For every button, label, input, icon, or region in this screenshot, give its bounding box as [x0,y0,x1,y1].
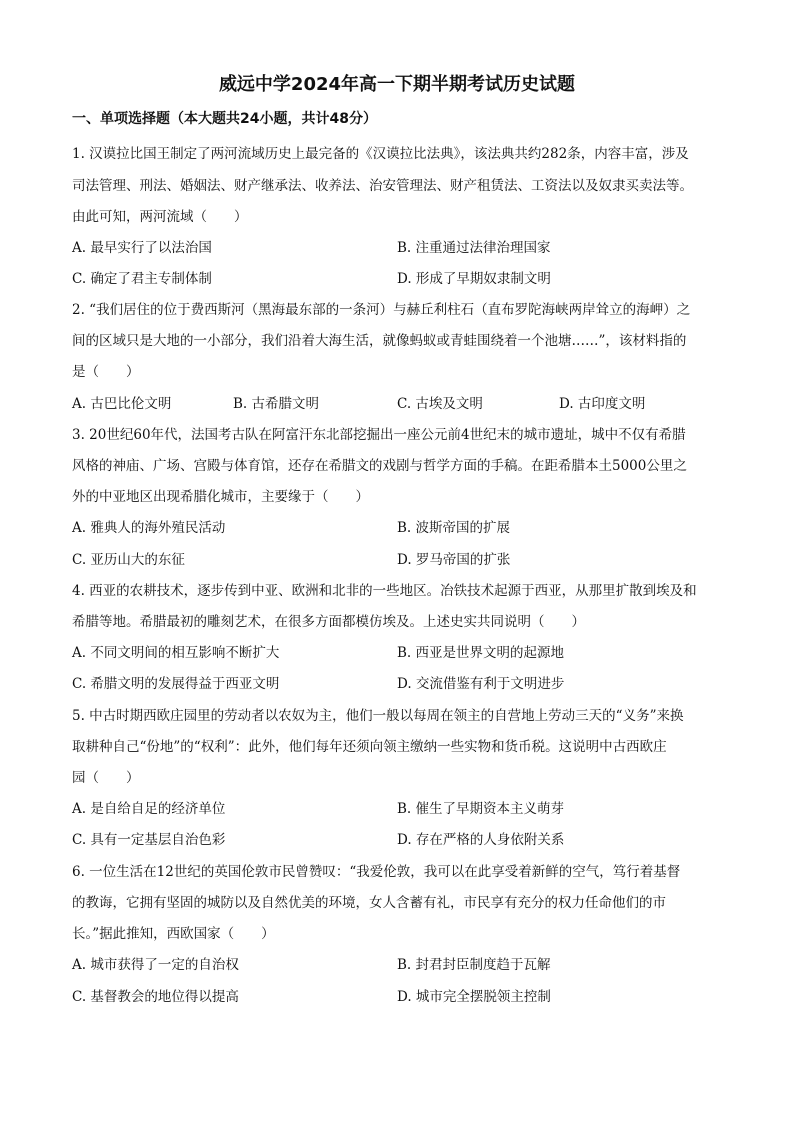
question-3-line-3: 外的中亚地区出现希腊化城市，主要缘于（ ） [72,489,369,505]
question-2-line-3: 是（ ） [72,364,140,380]
question-6-line-1: 6. 一位生活在12世纪的英国伦敦市民曾赞叹：“我爱伦敦，我可以在此享受着新鲜的空气，笃行着基督 [72,864,681,880]
question-3-option-a: A. 雅典人的海外殖民活动 [72,520,226,536]
question-4-option-d: D. 交流借鉴有利于文明进步 [397,676,565,692]
question-2-option-a: A. 古巴比伦文明 [72,396,172,412]
question-2-option-d: D. 古印度文明 [559,396,646,412]
question-3-line-1: 3. 20世纪60年代，法国考古队在阿富汗东北部挖掘出一座公元前4世纪末的城市遗址，城中不仅有希腊 [72,427,686,443]
section-heading: 一、单项选择题（本大题共24小题，共计48分） [72,111,377,127]
question-6-option-b: B. 封君封臣制度趋于瓦解 [397,957,551,973]
question-4-line-1: 4. 西亚的农耕技术，逐步传到中亚、欧洲和北非的一些地区。冶铁技术起源于西亚，从那里扩散到埃及和 [72,583,697,599]
question-1-line-1: 1. 汉谟拉比国王制定了两河流域历史上最完备的《汉谟拉比法典》，该法典共约282条，内容丰富，涉及 [72,146,689,162]
question-5-option-a: A. 是自给自足的经济单位 [72,801,226,817]
question-4-line-2: 希腊等地。希腊最初的雕刻艺术，在很多方面都模仿埃及。上述史实共同说明（ ） [72,614,585,630]
question-1-option-c: C. 确定了君主专制体制 [72,271,212,287]
question-5-line-1: 5. 中古时期西欧庄园里的劳动者以农奴为主，他们一般以每周在领主的自营地上劳动三天的“义务”来换 [72,708,684,724]
question-5-option-b: B. 催生了早期资本主义萌芽 [397,801,565,817]
question-5-line-2: 取耕种自己“份地”的“权利”：此外，他们每年还须向领主缴纳一些实物和货币税。这说明中古西欧庄 [72,739,667,755]
question-4-option-a: A. 不同文明间的相互影响不断扩大 [72,645,280,661]
question-5-line-3: 园（ ） [72,770,140,786]
question-3-option-b: B. 波斯帝国的扩展 [397,520,511,536]
question-1-line-2: 司法管理、刑法、婚姻法、财产继承法、收养法、治安管理法、财产租赁法、工资法以及奴隶买卖法等。 [72,178,693,194]
question-6-option-c: C. 基督教会的地位得以提高 [72,989,239,1005]
question-2-line-1: 2. “我们居住的位于费西斯河（黑海最东部的一条河）与赫丘利柱石（直布罗陀海峡两岸耸立的海岬）之 [72,302,691,318]
question-3-option-d: D. 罗马帝国的扩张 [397,552,511,568]
question-6-line-2: 的教诲，它拥有坚固的城防以及自然优美的环境，女人含蓄有礼，市民享有充分的权力任命他们的市 [72,895,666,911]
question-5-option-c: C. 具有一定基层自治色彩 [72,832,226,848]
question-6-option-d: D. 城市完全摆脱领主控制 [397,989,551,1005]
question-4-option-c: C. 希腊文明的发展得益于西亚文明 [72,676,280,692]
question-4-option-b: B. 西亚是世界文明的起源地 [397,645,565,661]
question-3-option-c: C. 亚历山大的东征 [72,552,185,568]
question-1-option-a: A. 最早实行了以法治国 [72,240,212,256]
question-5-option-d: D. 存在严格的人身依附关系 [397,832,565,848]
question-3-line-2: 风格的神庙、广场、宫殿与体育馆，还存在希腊文的戏剧与哲学方面的手稿。在距希腊本土5000公里之 [72,458,687,474]
question-2-line-2: 间的区域只是大地的一小部分，我们沿着大海生活，就像蚂蚁或青蛙围绕着一个池塘……”，该材料指的 [72,333,687,349]
question-2-option-c: C. 古埃及文明 [397,396,483,412]
question-1-option-d: D. 形成了早期奴隶制文明 [397,271,551,287]
question-1-option-b: B. 注重通过法律治理国家 [397,240,551,256]
page-title: 威远中学2024年高一下期半期考试历史试题 [218,74,576,95]
question-2-option-b: B. 古希腊文明 [233,396,320,412]
question-6-line-3: 长。”据此推知，西欧国家（ ） [72,926,275,942]
question-1-line-3: 由此可知，两河流域（ ） [72,209,248,225]
question-6-option-a: A. 城市获得了一定的自治权 [72,957,239,973]
